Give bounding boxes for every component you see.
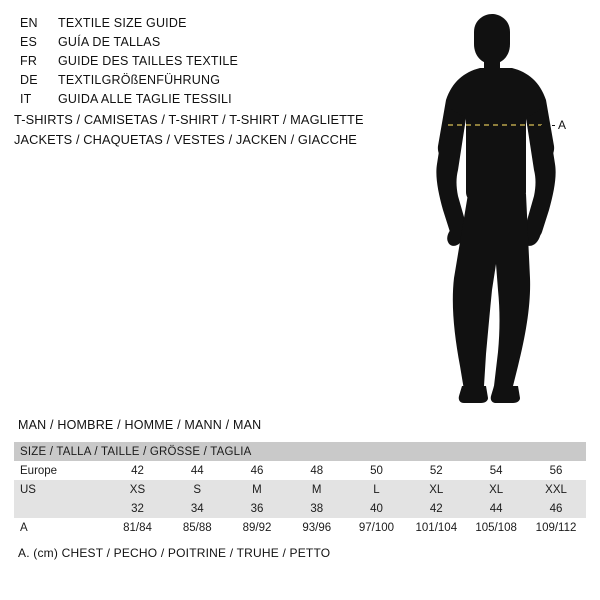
- table-cell: 44: [167, 461, 227, 480]
- table-cell: 38: [287, 499, 347, 518]
- table-cell: XL: [466, 480, 526, 499]
- table-cell: 50: [347, 461, 407, 480]
- table-cell: 42: [108, 461, 168, 480]
- table-cell: 44: [466, 499, 526, 518]
- legend-row: [20, 54, 380, 73]
- legend-row: [20, 35, 380, 54]
- male-silhouette-icon: [410, 14, 600, 404]
- row-label: A: [14, 518, 108, 537]
- row-label: US: [14, 480, 108, 499]
- table-cell: 32: [108, 499, 168, 518]
- measure-leader-line: [541, 125, 555, 126]
- table-cell: S: [167, 480, 227, 499]
- table-cell: 85/88: [167, 518, 227, 537]
- garment-categories: [14, 110, 394, 150]
- legend-code: FR: [20, 54, 38, 68]
- legend-text: GUÍA DE TALLAS: [58, 35, 161, 49]
- legend-text: TEXTILE SIZE GUIDE: [58, 16, 187, 30]
- table-header-row: [14, 442, 586, 461]
- category-line-jackets: JACKETS / CHAQUETAS / VESTES / JACKEN / GIACCHE: [14, 132, 357, 147]
- male-figure-illustration: [410, 14, 600, 404]
- table-cell: 52: [406, 461, 466, 480]
- measure-label-a: A: [558, 118, 567, 132]
- legend-row: [20, 73, 380, 92]
- table-cell: 36: [227, 499, 287, 518]
- table-row: [14, 480, 586, 499]
- table-cell: 56: [526, 461, 586, 480]
- table-row: [14, 461, 586, 480]
- table-row: [14, 499, 586, 518]
- table-cell: 81/84: [108, 518, 168, 537]
- table-cell: M: [287, 480, 347, 499]
- table-header-label: SIZE / TALLA / TAILLE / GRÖSSE / TAGLIA: [14, 442, 586, 461]
- table-cell: 48: [287, 461, 347, 480]
- legend-code: EN: [20, 16, 38, 30]
- table-cell: XXL: [526, 480, 586, 499]
- table-cell: 101/104: [406, 518, 466, 537]
- footnote-chest-measure: A. (cm) CHEST / PECHO / POITRINE / TRUHE / PETTO: [18, 546, 331, 560]
- table-cell: 46: [526, 499, 586, 518]
- row-label: [14, 499, 108, 518]
- legend-row: [20, 16, 380, 35]
- legend-text: TEXTILGRÖßENFÜHRUNG: [58, 73, 221, 87]
- table-cell: 109/112: [526, 518, 586, 537]
- table-cell: 40: [347, 499, 407, 518]
- row-label: Europe: [14, 461, 108, 480]
- table-cell: 54: [466, 461, 526, 480]
- table-cell: XS: [108, 480, 168, 499]
- legend-text: GUIDE DES TAILLES TEXTILE: [58, 54, 239, 68]
- table-cell: 46: [227, 461, 287, 480]
- table-cell: XL: [406, 480, 466, 499]
- table-heading-man: MAN / HOMBRE / HOMME / MANN / MAN: [18, 418, 262, 432]
- table-cell: 93/96: [287, 518, 347, 537]
- category-line-tshirts: T-SHIRTS / CAMISETAS / T-SHIRT / T-SHIRT / MAGLIETTE: [14, 112, 364, 127]
- table-cell: 42: [406, 499, 466, 518]
- table-cell: 105/108: [466, 518, 526, 537]
- table-cell: M: [227, 480, 287, 499]
- table-row: [14, 518, 586, 537]
- table-cell: 34: [167, 499, 227, 518]
- legend-text: GUIDA ALLE TAGLIE TESSILI: [58, 92, 232, 106]
- legend-code: DE: [20, 73, 38, 87]
- legend-row: [20, 92, 380, 111]
- size-table: [14, 442, 586, 537]
- table-cell: 97/100: [347, 518, 407, 537]
- language-legend: [20, 16, 380, 111]
- table-cell: L: [347, 480, 407, 499]
- legend-code: ES: [20, 35, 38, 49]
- legend-code: IT: [20, 92, 32, 106]
- table-cell: 89/92: [227, 518, 287, 537]
